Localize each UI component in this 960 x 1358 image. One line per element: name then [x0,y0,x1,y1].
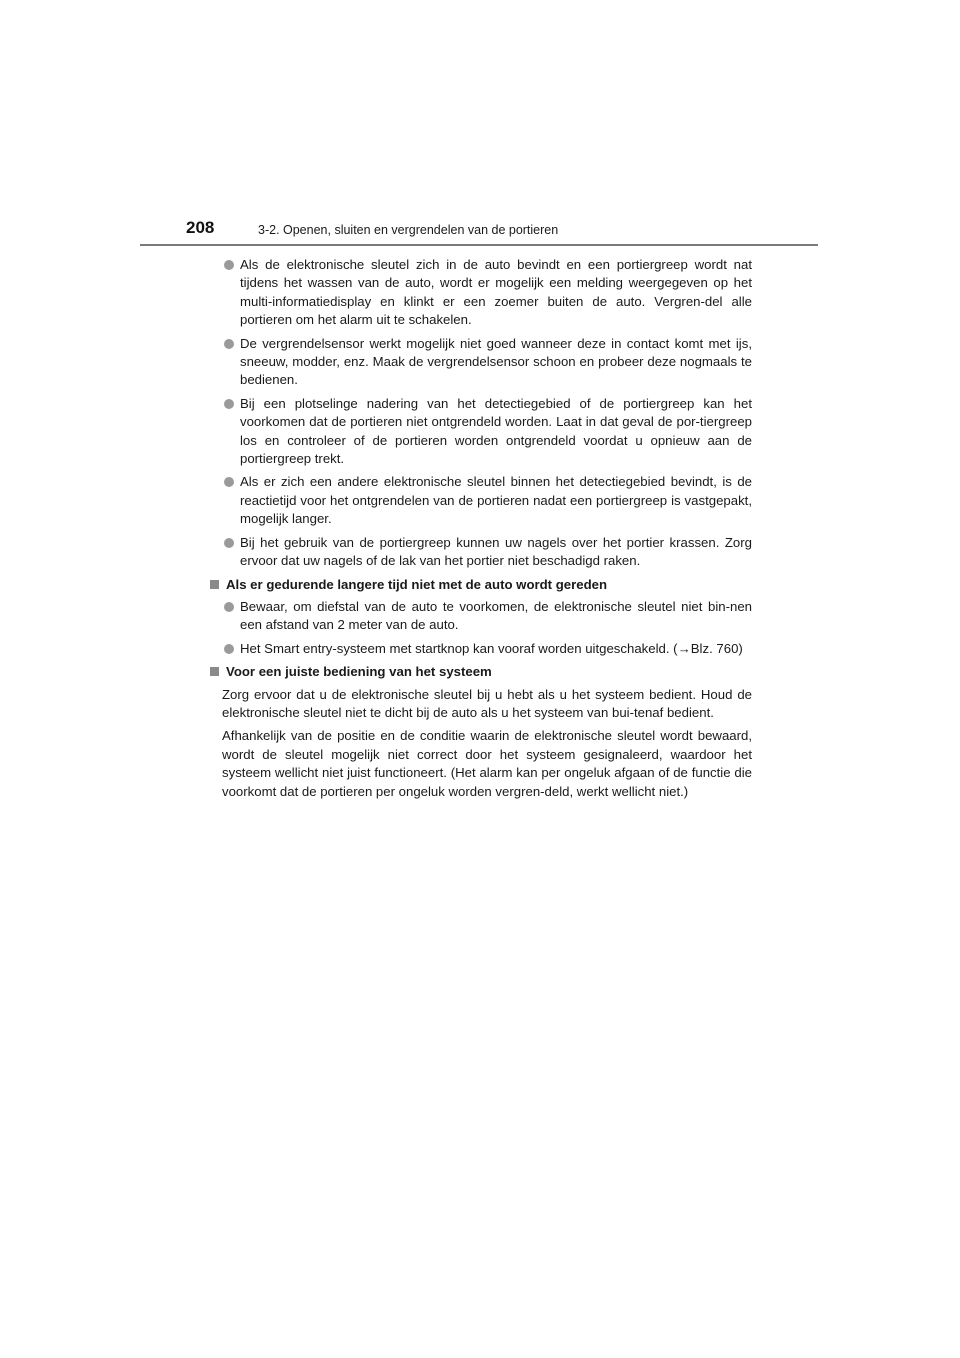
subsection-heading [210,663,752,681]
bullet-item [222,395,752,469]
bullet-text: Bij een plotselinge nadering van het detectiegebied of de portiergreep kan het voorkomen dat de portieren niet ontgrendeld worden. Laat in dat geval de por-tiergreep los en controleer of de portieren worden ontgrendeld voordat u opnieuw aan de portiergreep trekt. [240,395,752,467]
header-divider [140,244,818,246]
bullet-dot-icon [224,644,234,654]
page-content [222,256,752,806]
bullet-item [222,256,752,330]
body-paragraph: Afhankelijk van de positie en de conditie waarin de elektronische sleutel wordt bewaard, wordt de sleutel mogelijk niet correct door het systeem gesignaleerd, waardoor het systeem wellicht niet juist functioneert. (Het alarm kan per ongeluk afgaan of de functie die voorkomt dat de portieren per ongeluk worden vergren-deld, werkt wellicht niet.) [222,728,752,799]
bullet-text: Als er zich een andere elektronische sleutel binnen het detectiegebied bevindt, is de reactietijd voor het ontgrendelen van de portieren nadat een portiergreep is vastgepakt, mogelijk langer. [240,474,752,527]
page-number: 208 [186,218,215,237]
bullet-item [222,335,752,390]
heading-text: Voor een juiste bediening van het systeem [226,664,492,680]
bullet-dot-icon [224,339,234,349]
subsection-heading [210,576,752,594]
bullet-dot-icon [224,399,234,409]
bullet-dot-icon [224,602,234,612]
bullet-dot-icon [224,477,234,487]
body-paragraph: Zorg ervoor dat u de elektronische sleutel bij u hebt als u het systeem bedient. Houd de elektronische sleutel niet te dicht bij de auto als u het systeem van bui-tenaf bedient. [222,686,752,720]
bullet-text: Het Smart entry-systeem met startknop kan vooraf worden uitgeschakeld. (→Blz. 760) [240,640,743,656]
square-marker-icon [210,580,219,589]
bullet-item [222,473,752,528]
bullet-item [222,598,752,635]
bullet-text: Bewaar, om diefstal van de auto te voorkomen, de elektronische sleutel niet bin-nen een afstand van 2 meter van de auto. [240,598,752,633]
section-title: 3-2. Openen, sluiten en vergrendelen van de portieren [258,223,559,237]
bullet-item [222,534,752,571]
heading-text: Als er gedurende langere tijd niet met de auto wordt gereden [226,576,608,592]
bullet-text: De vergrendelsensor werkt mogelijk niet goed wanneer deze in contact komt met ijs, sneeuw, modder, enz. Maak de vergrendelsensor schoon en probeer deze nogmaals te bedienen. [240,335,752,388]
bullet-dot-icon [224,538,234,548]
bullet-item [222,640,752,658]
bullet-text: Als de elektronische sleutel zich in de auto bevindt en een portiergreep wordt nat tijdens het wassen van de auto, wordt er mogelijk een melding weergegeven op het multi-informatiedisplay en klinkt er een zoemer buiten de auto. Vergren-del alle portieren om het alarm uit te schakelen. [240,257,752,328]
bullet-text: Bij het gebruik van de portiergreep kunnen uw nagels over het portier krassen. Zorg ervoor dat uw nagels of de lak van het portier niet beschadigd raken. [240,534,752,569]
bullet-dot-icon [224,260,234,270]
square-marker-icon [210,667,219,676]
